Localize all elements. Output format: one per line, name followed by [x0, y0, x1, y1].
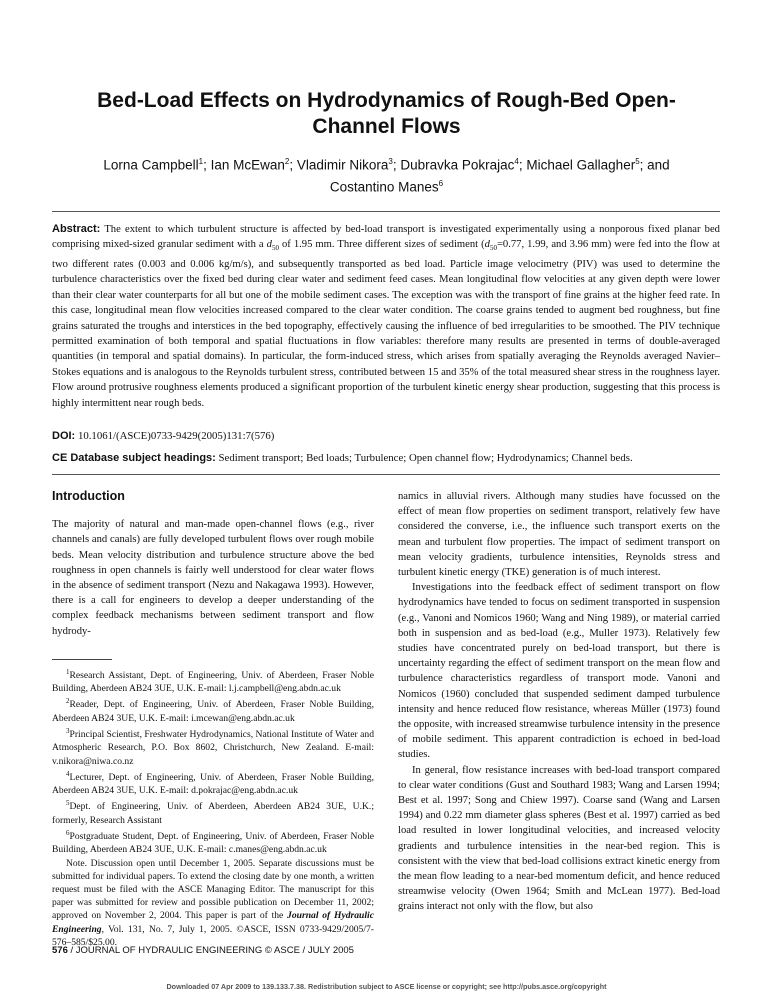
author-mark: 1 — [198, 157, 204, 166]
note-text-1: Note. Discussion open until December 1, 2005. Separate discussions must be submitted for individual papers. To extend the closing date by one month, a written request must be filed with the ASCE Managing Editor. The manuscript for this paper was submitted for review and possible publication on December 11, 2002; approved on November 2, 2004. This paper is part of the — [52, 857, 374, 922]
footnote — [52, 797, 374, 827]
running-footer — [52, 945, 354, 956]
doi-value[interactable]: 10.1061/(ASCE)0733-9429(2005)131:7(576) — [77, 430, 275, 442]
d50-subscript: 50 — [271, 244, 279, 253]
footnote-text: Postgraduate Student, Dept. of Engineering, Univ. of Aberdeen, Fraser Noble Building, Aberdeen AB24 3UE, U.K. E-mail: c.manes@eng.abdn.ac.uk — [52, 831, 374, 856]
footnote-mark: 3 — [66, 727, 70, 736]
doi-label: DOI: — [52, 430, 76, 442]
d50-subscript: 50 — [489, 244, 497, 253]
footnote-text: Dept. of Engineering, Univ. of Aberdeen, Aberdeen AB24 3UE, U.K.; formerly, Research Assistant — [52, 801, 374, 826]
right-column — [398, 489, 720, 915]
d50-symbol: d — [484, 239, 490, 251]
author-name: Vladimir Nikora — [296, 157, 389, 173]
page-number: 576 — [52, 945, 68, 956]
footnote — [52, 768, 374, 798]
journal-name: Journal of Hydraulic Engineering — [52, 910, 374, 935]
footnote-text: Research Assistant, Dept. of Engineering, Univ. of Aberdeen, Fraser Noble Building, Aberdeen AB24 3UE, U.K. E-mail: l.j.campbell@eng.abdn.ac.uk — [52, 670, 374, 695]
footnote — [52, 695, 374, 725]
author-name: Ian McEwan — [210, 157, 285, 173]
subject-headings-label: CE Database subject headings: — [52, 452, 216, 464]
abstract-text-2: of 1.95 mm. Three different sizes of sediment ( — [278, 239, 485, 251]
author-mark: 5 — [635, 157, 640, 166]
d50-symbol: d — [266, 239, 272, 251]
author-mark: 4 — [514, 157, 519, 166]
author-name: Lorna Campbell — [103, 157, 199, 173]
footnote-mark: 5 — [66, 799, 70, 808]
footnote-text: Lecturer, Dept. of Engineering, Univ. of Aberdeen, Fraser Noble Building, Aberdeen AB24 3UE, U.K. E-mail: d.pokrajac@eng.abdn.ac.uk — [52, 772, 374, 797]
abstract — [52, 222, 720, 411]
download-notice: Downloaded 07 Apr 2009 to 139.133.7.38. Redistribution subject to ASCE license or copyright; see http://pubs.asce.org/copyright — [166, 982, 607, 991]
journal-running-title: / JOURNAL OF HYDRAULIC ENGINEERING © ASCE / JULY 2005 — [67, 945, 354, 956]
author-name: Michael Gallagher — [526, 157, 636, 173]
abstract-top-rule — [52, 211, 720, 212]
author-name: Dubravka Pokrajac — [400, 157, 515, 173]
abstract-text-3: =0.77, 1.99, and 3.96 mm) were fed into the flow at two different rates (0.003 and 0.006 kg/m/s), and subsequently transported as bed load. Particle image velocimetry (PIV) was used to determine the turbulence characteristics over the fixed bed during clear water and sediment feed cases. Mean longitudinal flow velocities at any given depth were lower than their clear water counterparts for all but one of the mobile sediment cases. The exception was with the transport of fine grains at the higher feed rate. In this case, longitudinal mean flow velocities increased compared to the clear water condition. The coarse grains tended to augment bed roughness, but fine grains saturated the troughs and interstices in the bed topography, effectively causing the influence of bed irregularities to be smoothed. The PIV technique permitted examination of both temporal and spatial fluctuations in flow variables: therefore many results are presented in terms of double-averaged quantities (in temporal and spatial domains). In particular, the form-induced stress, which arises from spatially averaging the Reynolds averaged Navier–Stokes equations and is analogous to the Reynolds turbulent stress, contributed between 15 and 35% of the total measured shear stress in the roughness layer. Flow around protrusive roughness elements produced a significant proportion of the turbulent kinetic energy shear production, suggesting that this process is highly intermittent near rough beds. — [52, 239, 720, 409]
footnote-text: Reader, Dept. of Engineering, Univ. of Aberdeen, Fraser Noble Building, Aberdeen AB24 3UE, U.K. E-mail: i.mcewan@eng.abdn.ac.uk — [52, 699, 374, 724]
section-heading-introduction: Introduction — [52, 489, 125, 503]
footnote-mark: 2 — [66, 697, 70, 706]
footnote — [52, 827, 374, 857]
footnote-mark: 4 — [66, 769, 70, 778]
subject-headings — [52, 452, 720, 464]
footnote — [52, 666, 374, 696]
intro-paragraph-1: The majority of natural and man-made open-channel flows (e.g., river channels and canals) are fully developed turbulent flows over rough mobile beds. Mean velocity distribution and turbulence structure above the bed roughness in open channels is fairly well understood for clear water flows in the absence of sediment transport (Nezu and Nakagawa 1993). However, there is a call for engineers to develop a deeper understanding of the complex feedback mechanisms between sediment transport and flow hydrody- — [52, 519, 374, 637]
footnote — [52, 725, 374, 768]
intro-paragraph-3: In general, flow resistance increases with bed-load transport compared to clear water conditions (Gust and Southard 1983; Wang and Larsen 1994; Best et al. 1997; Song and Chiew 1997). Coarse sand (Wang and Larsen 1994) and 0.22 mm diameter glass spheres (Best et al. 1997) carried as bed load resulted in lower longitudinal velocities, and increased velocity gradients and turbulence intensities in the near-bed region. This is consistent with the view that bed-load collisions extract kinetic energy from the mean flow leading to a near-bed momentum deficit, and hence reduced streamwise velocity (Owen 1964; Smith and McLean 1977). Bed-load grains interact not only with the flow, but also — [398, 764, 720, 913]
author-mark: 2 — [284, 157, 290, 166]
author-mark: 3 — [388, 157, 393, 166]
footnote-divider — [52, 659, 112, 660]
paper-title: Bed-Load Effects on Hydrodynamics of Rough-Bed Open-Channel Flows — [97, 89, 676, 138]
abstract-label: Abstract: — [52, 223, 101, 235]
abstract-bottom-rule — [52, 474, 720, 475]
abstract-text-1: The extent to which turbulent structure is affected by bed-load transport is investigated experimentally using a nonporous fixed planar bed comprising mixed-sized granular sediment with a — [52, 224, 720, 251]
footnote-mark: 6 — [66, 829, 70, 837]
subject-headings-value: Sediment transport; Bed loads; Turbulence; Open channel flow; Hydrodynamics; Channel beds. — [218, 452, 633, 464]
discussion-note — [52, 857, 374, 949]
author-mark: 6 — [438, 178, 444, 188]
author-name: Costantino Manes — [329, 179, 439, 194]
intro-paragraph-2: Investigations into the feedback effect of sediment transport on flow hydrodynamics have tended to focus on sediment transported in suspension (e.g., Vanoni and Nomicos 1960; Wang and Ning 1989), or material carried both in suspension and as bed-load (e.g., Muller 1973). Relatively few studies have concentrated purely on bed-load transport, but there is uncertainty regarding the effect of sediment transport on the mean flow and turbulence characteristics regardless of transport mode. Vanoni and Nomicos (1960) concluded that suspended sediment damped turbulence intensity and hence reduced flow resistance, whereas Müller (1973) found the opposite, with increased streamwise turbulence intensity in the presence of mobile sediment. This apparent contradiction is echoed in bed-load studies. — [398, 582, 720, 761]
footnote-text: Principal Scientist, Freshwater Hydrodynamics, National Institute of Water and Atmospheric Research, P.O. Box 8602, Christchurch, New Zealand. E-mail: v.nikora@niwa.co.nz — [52, 729, 374, 767]
note-text-2: , Vol. 131, No. 7, July 1, 2005. ©ASCE, ISSN 0733-9429/2005/7-576–585/$25.00. — [52, 923, 374, 948]
intro-paragraph-1-continued: namics in alluvial rivers. Although many studies have focussed on the effect of mean flow properties on sediment transport, relatively few have considered the converse, i.e., the influence such transport exerts on the mean and turbulent flow properties. The impact of sediment transport on mean velocity gradients, turbulence intensities, Reynolds stress and turbulent kinetic energy (TKE) generation is of much interest. — [398, 491, 720, 579]
author-list: Lorna Campbell$^1$; Ian McEwan$^2$; Vladimir Nikora$^3$; Dubravka Pokrajac$^4$; Michael Gallagher$^5$; and Costantino Manes$^6$ — [103, 157, 670, 194]
footnote-mark: 1 — [66, 667, 70, 676]
left-column — [52, 489, 374, 949]
doi-line — [52, 430, 720, 442]
